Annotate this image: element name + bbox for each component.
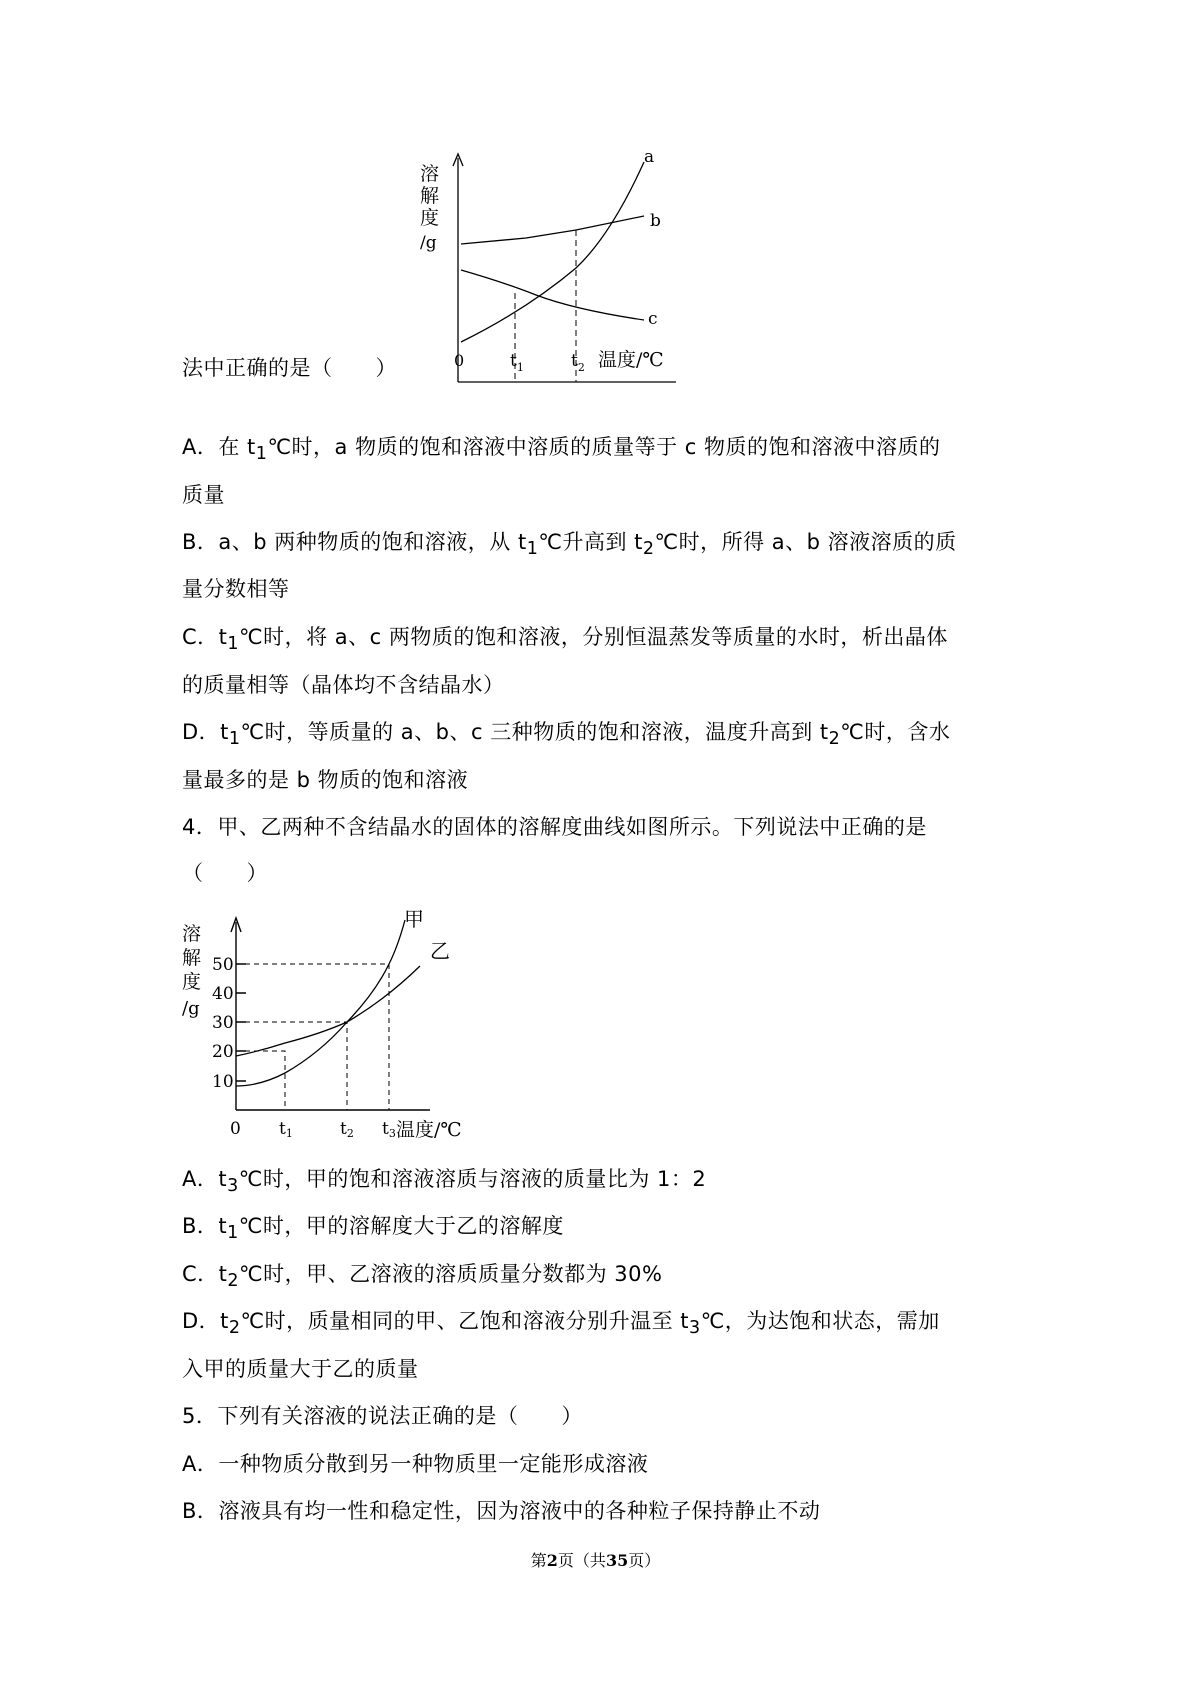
fig2-series-jia: 甲 (404, 908, 424, 931)
figure-2-solubility-chart (180, 908, 480, 1138)
q3-option-a-cont: 质量 (182, 483, 225, 507)
q3-stem-tail: 法中正确的是（ ） (182, 356, 397, 380)
q3-option-c-cont: 的质量相等（晶体均不含结晶水） (182, 673, 505, 697)
curve-yi (236, 966, 420, 1056)
fig1-tick-t2: $t_2$ (571, 351, 585, 374)
q5-stem: 5．下列有关溶液的说法正确的是（ ） (182, 1404, 583, 1428)
curve-jia (236, 920, 405, 1086)
fig2-ylabel-0: 溶 (182, 923, 202, 945)
q4-option-b: B．$t_1℃$时，甲的溶解度大于乙的溶解度 (182, 1214, 564, 1244)
q3-option-d-cont: 量最多的是 b 物质的饱和溶液 (182, 768, 469, 792)
fig2-xtick-t2: t2 (340, 1119, 354, 1138)
fig1-ylabel-2: 度 (420, 207, 440, 229)
fig2-ylabel-3: /g (182, 998, 200, 1019)
fig2-origin: 0 (230, 1119, 241, 1138)
q4-option-d: D．$t_2℃$时，质量相同的甲、乙饱和溶液分别升温至 $t_3℃$，为达饱和状态，需加 (182, 1309, 940, 1339)
q3-option-b: B．a、b 两种物质的饱和溶液，从 $t_1℃$升高到 $t_2℃$时，所得 a、b 溶液溶质的质 (182, 530, 957, 560)
fig2-ytick-40: 40 (212, 984, 234, 1004)
fig2-ytick-50: 50 (212, 955, 234, 975)
fig2-ylabel-1: 解 (182, 947, 202, 969)
page-footer: 第2页（共35页） (530, 1551, 661, 1570)
fig2-xtick-t1: t1 (279, 1119, 293, 1138)
fig2-xlabel: 温度/℃ (396, 1119, 462, 1138)
q3-option-a: A．在 $t_1℃$时，a 物质的饱和溶液中溶质的质量等于 c 物质的饱和溶液中溶质的 (182, 435, 941, 465)
q3-option-d: D．$t_1℃$时，等质量的 a、b、c 三种物质的饱和溶液，温度升高到 $t_2℃$时，含水 (182, 720, 951, 750)
curve-c (461, 270, 644, 320)
fig1-label-b: b (650, 211, 661, 231)
fig2-ylabel-2: 度 (182, 971, 202, 993)
fig1-ylabel-0: 溶 (420, 163, 440, 185)
q3-option-b-cont: 量分数相等 (182, 577, 290, 601)
figure-1-solubility-chart (416, 150, 696, 410)
fig2-xtick-t3: t3 (382, 1119, 396, 1138)
q4-option-d-cont: 入甲的质量大于乙的质量 (182, 1357, 419, 1381)
fig2-ytick-30: 30 (212, 1013, 234, 1033)
fig2-ytick-10: 10 (212, 1072, 234, 1092)
fig1-origin: 0 (454, 351, 465, 370)
fig1-xlabel: 温度/℃ (598, 349, 664, 371)
curve-b (461, 216, 644, 244)
q4-stem: 4．甲、乙两种不含结晶水的固体的溶解度曲线如图所示。下列说法中正确的是 (182, 815, 927, 839)
fig1-ylabel-1: 解 (420, 185, 440, 207)
fig2-ytick-20: 20 (212, 1042, 234, 1062)
fig1-tick-t1: $t_1$ (510, 351, 524, 374)
fig2-series-yi: 乙 (430, 939, 450, 963)
fig1-label-a: a (644, 150, 655, 167)
q5-option-b: B．溶液具有均一性和稳定性，因为溶液中的各种粒子保持静止不动 (182, 1499, 821, 1523)
q4-option-a: A．$t_3℃$时，甲的饱和溶液溶质与溶液的质量比为 1：2 (182, 1167, 707, 1197)
fig1-label-c: c (648, 309, 658, 329)
q5-option-a: A．一种物质分散到另一种物质里一定能形成溶液 (182, 1452, 649, 1476)
q4-paren: （ ） (182, 861, 268, 885)
fig1-ylabel-3: /g (420, 233, 437, 253)
q3-option-c: C．$t_1℃$时，将 a、c 两物质的饱和溶液，分别恒温蒸发等质量的水时，析出晶体 (182, 625, 948, 655)
q4-option-c: C．$t_2℃$时，甲、乙溶液的溶质质量分数都为 30% (182, 1262, 663, 1292)
